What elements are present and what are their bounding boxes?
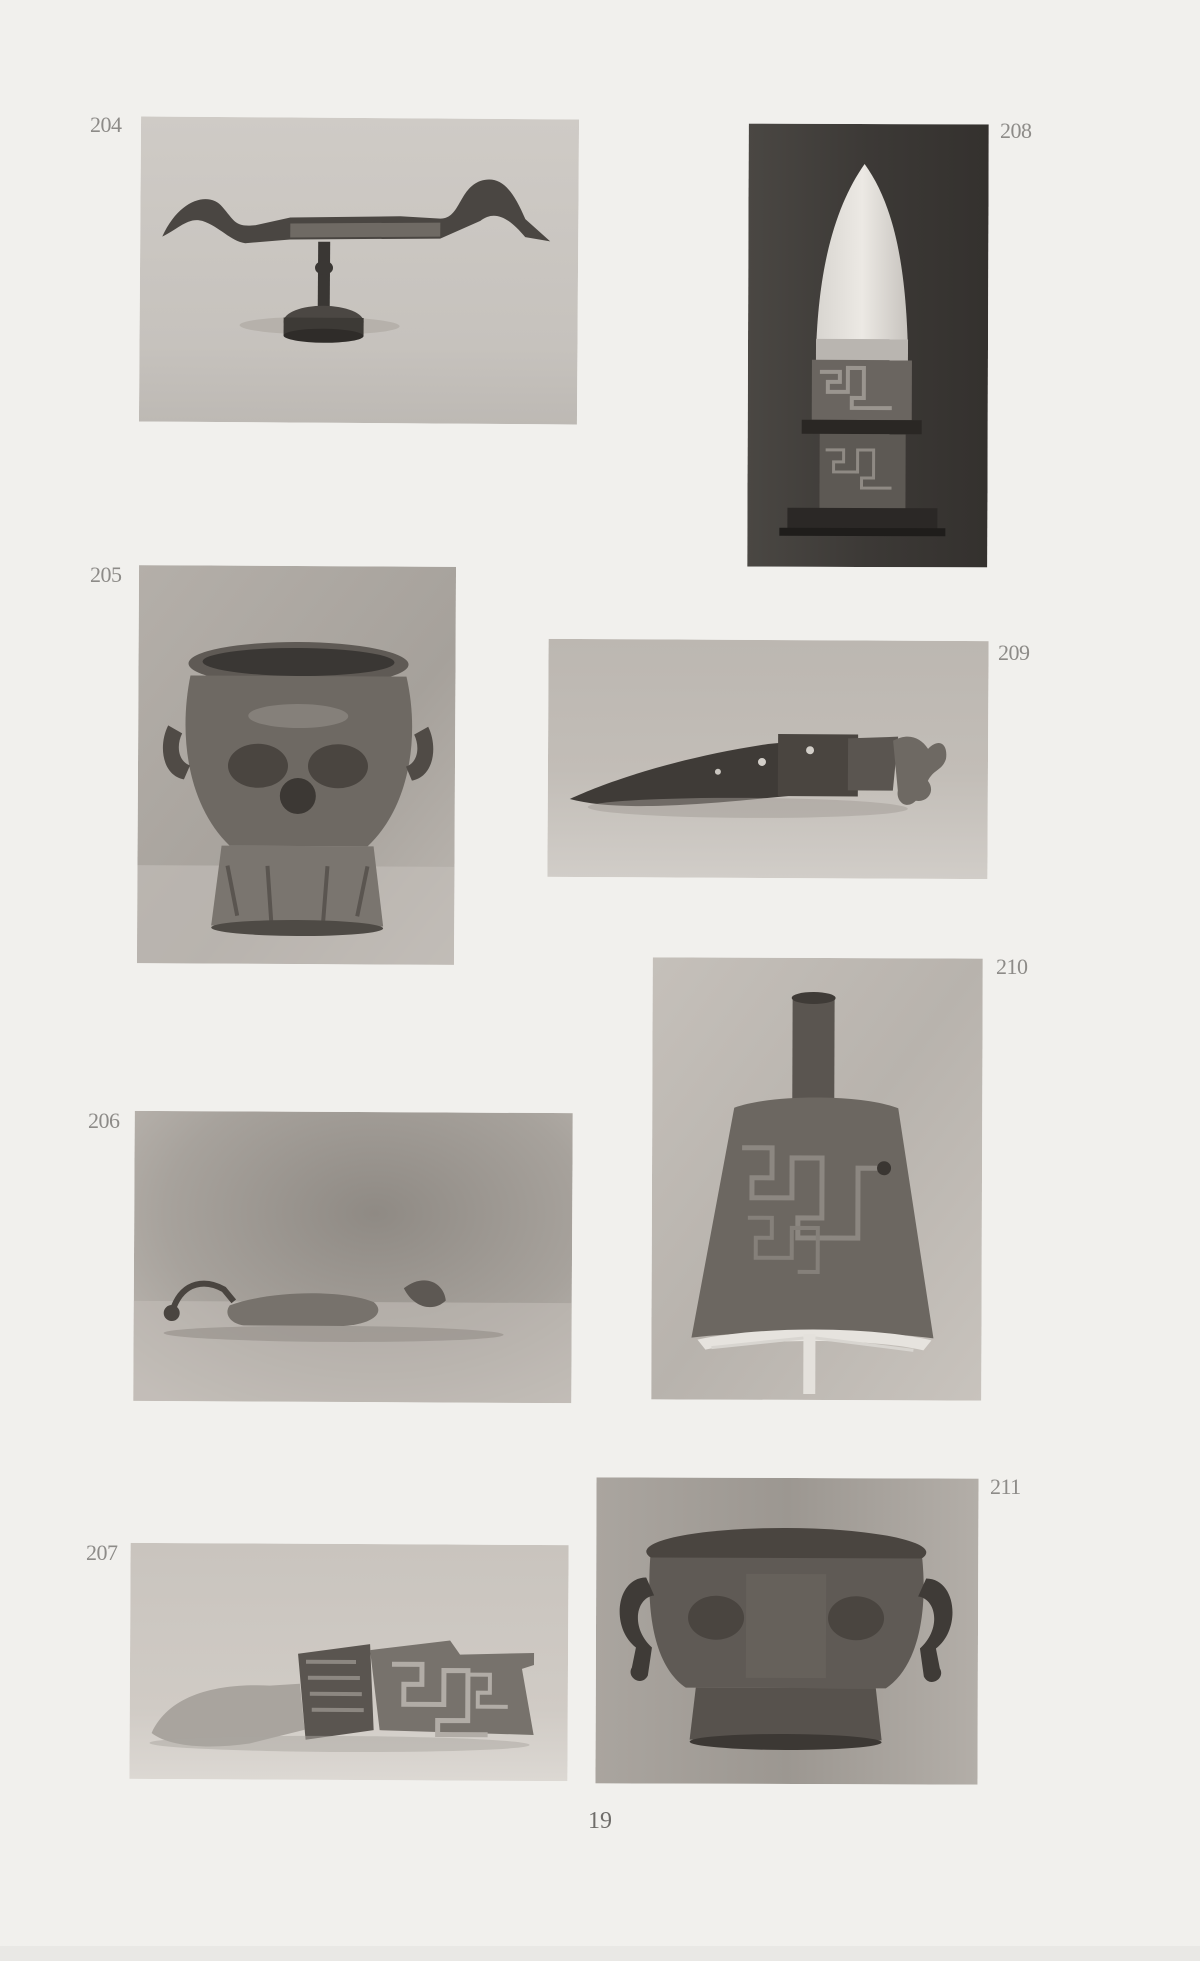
plate-204-photo: [139, 116, 579, 424]
plate-205-photo: [137, 565, 456, 965]
plate-210-photo: [651, 957, 983, 1400]
page-number: 19: [588, 1808, 612, 1834]
plate-number-208: 208: [1000, 118, 1032, 143]
plate-number-204: 204: [90, 112, 122, 137]
page-bottom-edge: [0, 1946, 1200, 1961]
plate-number-205: 205: [90, 562, 122, 587]
plate-number-206: 206: [88, 1108, 120, 1133]
plate-207-photo: [129, 1543, 568, 1781]
plate-number-207: 207: [86, 1540, 118, 1565]
plate-number-209: 209: [998, 640, 1030, 665]
plate-number-211: 211: [990, 1474, 1021, 1499]
plate-208-photo: [747, 124, 989, 568]
plate-211-photo: [595, 1477, 978, 1784]
plate-206-photo: [133, 1111, 573, 1403]
plate-number-210: 210: [996, 954, 1028, 979]
plate-209-photo: [547, 639, 988, 879]
